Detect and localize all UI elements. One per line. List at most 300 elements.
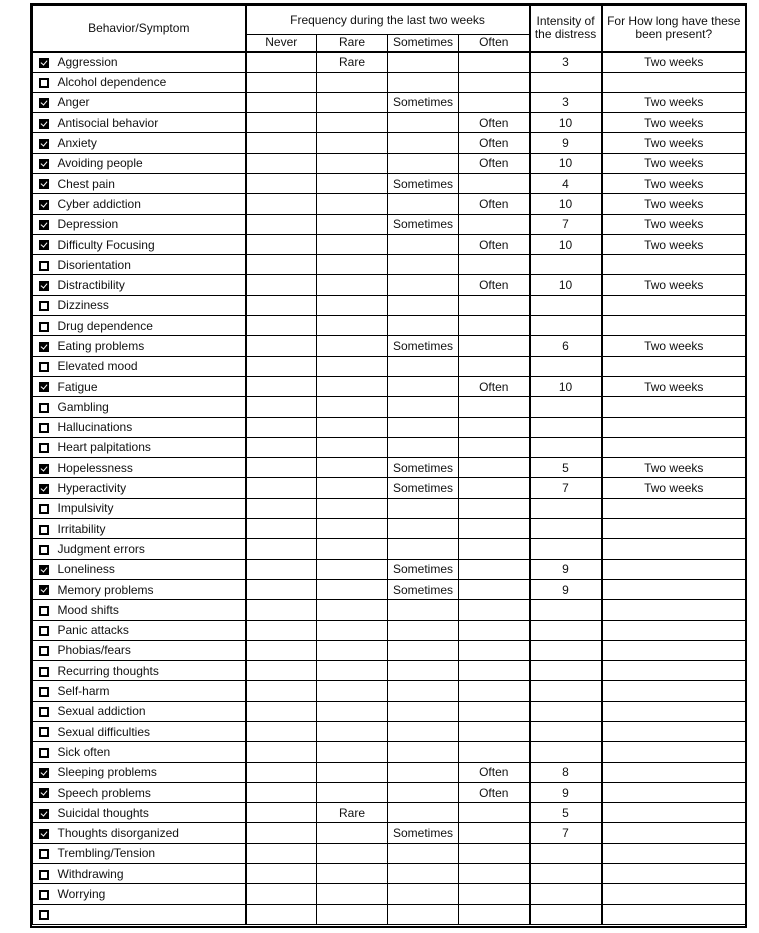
unchecked-checkbox-icon[interactable] [39,646,49,656]
duration-cell [602,255,746,275]
sometimes-cell [388,113,459,133]
often-cell [459,701,530,721]
checkbox-cell [33,52,55,73]
checked-checkbox-icon[interactable] [39,382,49,392]
intensity-cell [530,397,602,417]
checkbox-cell [33,275,55,295]
intensity-cell: 7 [530,214,602,234]
sometimes-cell [388,397,459,417]
table-row [33,356,746,376]
table-row [33,194,746,214]
unchecked-checkbox-icon[interactable] [39,261,49,271]
often-cell [459,559,530,579]
checkbox-cell [33,559,55,579]
often-cell [459,52,530,73]
never-cell [246,72,317,92]
duration-cell [602,742,746,762]
rare-cell [317,316,388,336]
symptom-name: Sexual addiction [55,701,246,721]
sometimes-cell: Sometimes [388,173,459,193]
table-row [33,214,746,234]
often-cell [459,92,530,112]
rare-cell [317,234,388,254]
table-row [33,884,746,904]
rare-cell: Rare [317,52,388,73]
duration-cell [602,316,746,336]
table-row [33,762,746,782]
symptom-name: Alcohol dependence [55,72,246,92]
intensity-cell [530,884,602,904]
never-cell [246,234,317,254]
intensity-cell [530,722,602,742]
intensity-cell: 9 [530,579,602,599]
symptom-name: Difficulty Focusing [55,234,246,254]
unchecked-checkbox-icon[interactable] [39,687,49,697]
sometimes-cell [388,133,459,153]
checkbox-cell [33,884,55,904]
symptom-name: Eating problems [55,336,246,356]
never-cell [246,864,317,884]
checked-checkbox-icon[interactable] [39,464,49,474]
duration-cell: Two weeks [602,234,746,254]
unchecked-checkbox-icon[interactable] [39,322,49,332]
often-cell [459,356,530,376]
never-cell [246,762,317,782]
table-row [33,661,746,681]
duration-cell [602,864,746,884]
header-frequency: Frequency during the last two weeks [246,6,530,35]
often-cell [459,884,530,904]
checked-checkbox-icon[interactable] [39,829,49,839]
checkbox-cell [33,498,55,518]
intensity-cell: 9 [530,782,602,802]
sometimes-cell [388,52,459,73]
checkbox-cell [33,600,55,620]
rare-cell [317,275,388,295]
table-row [33,579,746,599]
checked-checkbox-icon[interactable] [39,788,49,798]
often-cell [459,437,530,457]
often-cell [459,478,530,498]
checkbox-cell [33,803,55,823]
intensity-cell: 4 [530,173,602,193]
checkbox-cell [33,417,55,437]
rare-cell [317,864,388,884]
sometimes-cell [388,600,459,620]
symptom-name: Avoiding people [55,153,246,173]
table-row [33,437,746,457]
duration-cell: Two weeks [602,214,746,234]
never-cell [246,742,317,762]
intensity-cell: 10 [530,153,602,173]
sometimes-cell [388,498,459,518]
often-cell [459,519,530,539]
rare-cell [317,498,388,518]
sometimes-cell [388,884,459,904]
never-cell [246,701,317,721]
often-cell [459,336,530,356]
sometimes-cell: Sometimes [388,214,459,234]
header-behavior-symptom: Behavior/Symptom [33,6,246,52]
symptom-name: Recurring thoughts [55,661,246,681]
checkbox-cell [33,133,55,153]
sometimes-cell [388,153,459,173]
sometimes-cell [388,194,459,214]
symptom-name: Judgment errors [55,539,246,559]
duration-cell [602,498,746,518]
intensity-cell [530,864,602,884]
intensity-cell [530,661,602,681]
checkbox-cell [33,437,55,457]
duration-cell [602,843,746,863]
checked-checkbox-icon[interactable] [39,240,49,250]
checkbox-cell [33,579,55,599]
unchecked-checkbox-icon[interactable] [39,849,49,859]
rare-cell [317,72,388,92]
never-cell [246,478,317,498]
rare-cell [317,173,388,193]
never-cell [246,620,317,640]
often-cell: Often [459,133,530,153]
duration-cell [602,701,746,721]
table-row [33,782,746,802]
rare-cell [317,722,388,742]
checked-checkbox-icon[interactable] [39,565,49,575]
intensity-cell: 7 [530,478,602,498]
rare-cell [317,437,388,457]
rare-cell [317,884,388,904]
symptom-name: Irritability [55,519,246,539]
checkbox-cell [33,661,55,681]
checkbox-cell [33,113,55,133]
never-cell [246,437,317,457]
checked-checkbox-icon[interactable] [39,200,49,210]
table-row [33,681,746,701]
never-cell [246,376,317,396]
checked-checkbox-icon[interactable] [39,220,49,230]
intensity-cell [530,681,602,701]
unchecked-checkbox-icon[interactable] [39,504,49,514]
symptom-name: Cyber addiction [55,194,246,214]
rare-cell [317,681,388,701]
never-cell [246,113,317,133]
checked-checkbox-icon[interactable] [39,342,49,352]
symptom-name: Antisocial behavior [55,113,246,133]
unchecked-checkbox-icon[interactable] [39,707,49,717]
table-row [33,519,746,539]
often-cell: Often [459,194,530,214]
rare-cell [317,823,388,843]
intensity-cell [530,701,602,721]
duration-cell: Two weeks [602,336,746,356]
table-row [33,559,746,579]
intensity-cell [530,843,602,863]
table-row [33,600,746,620]
often-cell [459,539,530,559]
unchecked-checkbox-icon[interactable] [39,870,49,880]
intensity-cell: 9 [530,559,602,579]
symptom-name: Hopelessness [55,458,246,478]
often-cell: Often [459,234,530,254]
never-cell [246,255,317,275]
duration-cell [602,72,746,92]
intensity-cell [530,498,602,518]
table-row [33,742,746,762]
often-cell [459,904,530,924]
unchecked-checkbox-icon[interactable] [39,403,49,413]
duration-cell: Two weeks [602,153,746,173]
rare-cell [317,397,388,417]
duration-cell [602,295,746,315]
unchecked-checkbox-icon[interactable] [39,727,49,737]
symptom-name: Hallucinations [55,417,246,437]
unchecked-checkbox-icon[interactable] [39,606,49,616]
duration-cell: Two weeks [602,92,746,112]
checkbox-cell [33,620,55,640]
unchecked-checkbox-icon[interactable] [39,78,49,88]
table-row [33,478,746,498]
rare-cell [317,539,388,559]
table-row [33,153,746,173]
sometimes-cell [388,681,459,701]
intensity-cell [530,437,602,457]
sometimes-cell [388,803,459,823]
symptom-name: Depression [55,214,246,234]
never-cell [246,823,317,843]
unchecked-checkbox-icon[interactable] [39,748,49,758]
intensity-cell [530,539,602,559]
often-cell [459,742,530,762]
sometimes-cell [388,620,459,640]
never-cell [246,356,317,376]
never-cell [246,194,317,214]
header-often: Often [459,35,530,52]
never-cell [246,417,317,437]
rare-cell [317,92,388,112]
duration-cell: Two weeks [602,194,746,214]
duration-cell [602,904,746,924]
symptom-name: Fatigue [55,376,246,396]
table-row [33,295,746,315]
symptom-name: Panic attacks [55,620,246,640]
intensity-cell: 3 [530,92,602,112]
duration-cell [602,600,746,620]
sometimes-cell [388,275,459,295]
sometimes-cell: Sometimes [388,458,459,478]
checkbox-cell [33,640,55,660]
sometimes-cell [388,437,459,457]
often-cell [459,255,530,275]
duration-cell [602,519,746,539]
unchecked-checkbox-icon[interactable] [39,545,49,555]
intensity-cell: 6 [530,336,602,356]
checkbox-cell [33,681,55,701]
symptom-name: Heart palpitations [55,437,246,457]
unchecked-checkbox-icon[interactable] [39,423,49,433]
symptom-name: Elevated mood [55,356,246,376]
often-cell [459,600,530,620]
checked-checkbox-icon[interactable] [39,809,49,819]
checkbox-cell [33,701,55,721]
checkbox-cell [33,92,55,112]
table-row [33,843,746,863]
often-cell [459,722,530,742]
never-cell [246,336,317,356]
sometimes-cell [388,255,459,275]
sometimes-cell [388,376,459,396]
never-cell [246,640,317,660]
never-cell [246,52,317,73]
often-cell [459,316,530,336]
often-cell [459,620,530,640]
intensity-cell [530,316,602,336]
duration-cell: Two weeks [602,173,746,193]
checkbox-cell [33,458,55,478]
checkbox-cell [33,214,55,234]
intensity-cell: 10 [530,234,602,254]
checked-checkbox-icon[interactable] [39,585,49,595]
rare-cell [317,133,388,153]
duration-cell [602,762,746,782]
header-sometimes: Sometimes [388,35,459,52]
symptom-name: Distractibility [55,275,246,295]
sometimes-cell [388,295,459,315]
unchecked-checkbox-icon[interactable] [39,910,49,920]
rare-cell [317,113,388,133]
checked-checkbox-icon[interactable] [39,159,49,169]
checkbox-cell [33,153,55,173]
duration-cell [602,681,746,701]
unchecked-checkbox-icon[interactable] [39,626,49,636]
checked-checkbox-icon[interactable] [39,179,49,189]
duration-cell [602,620,746,640]
checked-checkbox-icon[interactable] [39,484,49,494]
never-cell [246,803,317,823]
checkbox-cell [33,478,55,498]
often-cell: Often [459,782,530,802]
unchecked-checkbox-icon[interactable] [39,362,49,372]
checked-checkbox-icon[interactable] [39,139,49,149]
rare-cell [317,376,388,396]
never-cell [246,722,317,742]
intensity-cell [530,904,602,924]
often-cell [459,640,530,660]
checkbox-cell [33,539,55,559]
table-row [33,539,746,559]
often-cell: Often [459,113,530,133]
duration-cell [602,640,746,660]
duration-cell [602,823,746,843]
checkbox-cell [33,316,55,336]
intensity-cell [530,640,602,660]
often-cell: Often [459,762,530,782]
symptom-name: Anxiety [55,133,246,153]
checkbox-cell [33,376,55,396]
never-cell [246,458,317,478]
duration-cell: Two weeks [602,113,746,133]
table-row [33,458,746,478]
table-row [33,722,746,742]
table-row [33,234,746,254]
checked-checkbox-icon[interactable] [39,98,49,108]
rare-cell [317,620,388,640]
never-cell [246,316,317,336]
never-cell [246,275,317,295]
checked-checkbox-icon[interactable] [39,58,49,68]
symptom-name: Suicidal thoughts [55,803,246,823]
intensity-cell: 5 [530,803,602,823]
intensity-cell [530,519,602,539]
rare-cell [317,559,388,579]
sometimes-cell [388,417,459,437]
table-row [33,376,746,396]
symptom-name: Aggression [55,52,246,73]
intensity-cell [530,417,602,437]
duration-cell: Two weeks [602,478,746,498]
table-row [33,336,746,356]
often-cell [459,397,530,417]
checkbox-cell [33,823,55,843]
rare-cell [317,701,388,721]
symptom-name: Worrying [55,884,246,904]
table-row [33,72,746,92]
sometimes-cell [388,904,459,924]
checkbox-cell [33,255,55,275]
unchecked-checkbox-icon[interactable] [39,890,49,900]
rare-cell [317,640,388,660]
intensity-cell [530,620,602,640]
symptom-name: Anger [55,92,246,112]
never-cell [246,519,317,539]
sometimes-cell [388,539,459,559]
rare-cell [317,843,388,863]
unchecked-checkbox-icon[interactable] [39,301,49,311]
never-cell [246,884,317,904]
never-cell [246,133,317,153]
checkbox-cell [33,904,55,924]
unchecked-checkbox-icon[interactable] [39,525,49,535]
sometimes-cell [388,843,459,863]
often-cell [459,295,530,315]
duration-cell [602,356,746,376]
duration-cell: Two weeks [602,133,746,153]
sometimes-cell [388,640,459,660]
symptom-table [32,5,746,925]
duration-cell: Two weeks [602,52,746,73]
checkbox-cell [33,519,55,539]
never-cell [246,600,317,620]
unchecked-checkbox-icon[interactable] [39,443,49,453]
rare-cell [317,579,388,599]
often-cell: Often [459,153,530,173]
never-cell [246,782,317,802]
table-row [33,113,746,133]
checked-checkbox-icon[interactable] [39,281,49,291]
often-cell [459,681,530,701]
rare-cell [317,600,388,620]
sometimes-cell [388,701,459,721]
table-row [33,620,746,640]
checked-checkbox-icon[interactable] [39,119,49,129]
never-cell [246,539,317,559]
sometimes-cell: Sometimes [388,92,459,112]
intensity-cell: 9 [530,133,602,153]
checked-checkbox-icon[interactable] [39,768,49,778]
duration-cell: Two weeks [602,376,746,396]
unchecked-checkbox-icon[interactable] [39,667,49,677]
duration-cell [602,722,746,742]
often-cell [459,173,530,193]
